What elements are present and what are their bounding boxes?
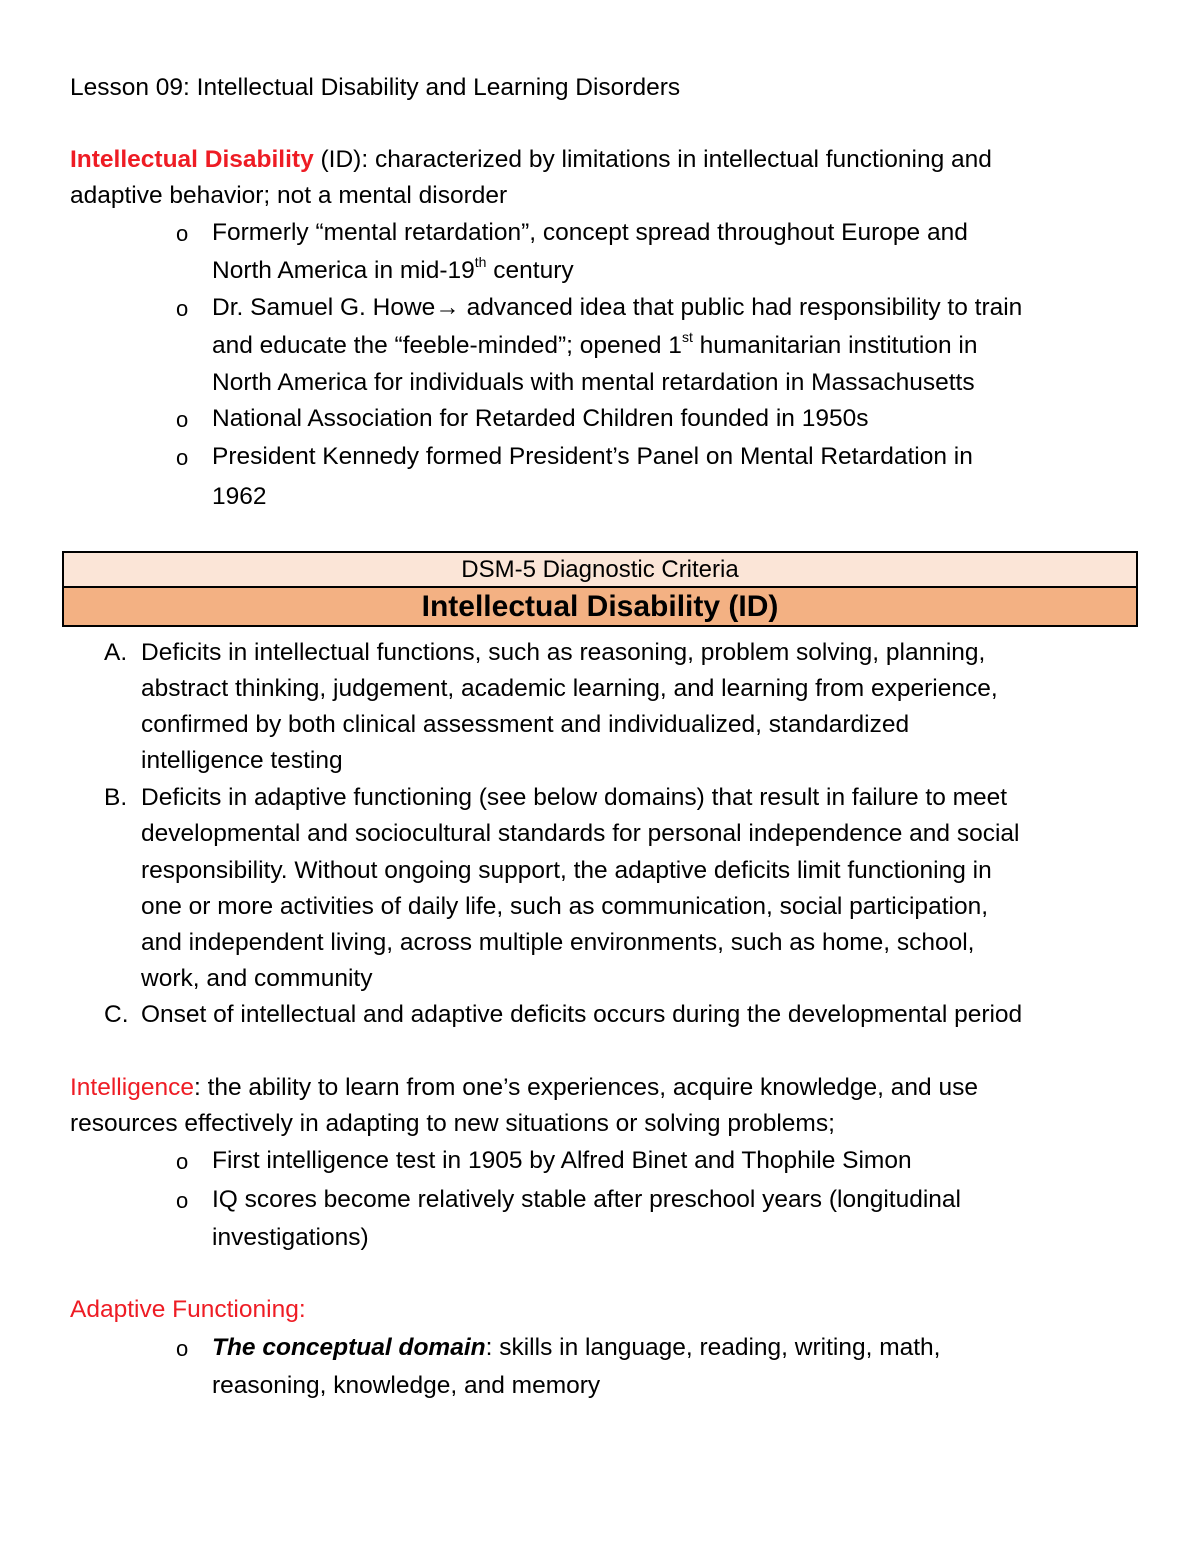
bullet-icon: o bbox=[176, 1336, 189, 1361]
bullet-icon: o bbox=[176, 296, 189, 321]
id-term: Intellectual Disability bbox=[70, 146, 314, 173]
bullet-icon: o bbox=[176, 1149, 189, 1174]
adaptive-domain-text: : skills in language, reading, writing, math, bbox=[485, 1334, 941, 1361]
intelligence-definition-text: : the ability to learn from one’s experiences, acquire knowledge, and use bbox=[193, 1074, 978, 1101]
id-bullet-1-line2 bbox=[212, 253, 574, 286]
criterion-a-line4: intelligence testing bbox=[141, 747, 343, 774]
criterion-b-line4: one or more activities of daily life, such as communication, social participation, bbox=[141, 893, 988, 920]
id-bullet-2-line3: North America for individuals with mental retardation in Massachusetts bbox=[212, 369, 975, 396]
adaptive-bullet-1-line2: reasoning, knowledge, and memory bbox=[212, 1372, 601, 1399]
criterion-c-label: C. bbox=[104, 1001, 129, 1028]
criterion-b-label: B. bbox=[104, 784, 128, 811]
id-bullet-2-line2 bbox=[212, 328, 978, 361]
criterion-c-line1: Onset of intellectual and adaptive deficits occurs during the developmental period bbox=[141, 1001, 1023, 1028]
id-bullet-4-line2: 1962 bbox=[212, 483, 267, 510]
adaptive-heading: Adaptive Functioning: bbox=[70, 1296, 306, 1323]
superscript: st bbox=[681, 328, 693, 345]
id-bullet-1-line1: Formerly “mental retardation”, concept spread throughout Europe and bbox=[212, 219, 968, 246]
page-title: Lesson 09: Intellectual Disability and Learning Disorders bbox=[70, 74, 681, 101]
criterion-a-line3: confirmed by both clinical assessment and individualized, standardized bbox=[141, 711, 910, 738]
adaptive-bullet-1-line1 bbox=[212, 1333, 940, 1363]
bullet-icon: o bbox=[176, 445, 189, 470]
criterion-b-line5: and independent living, across multiple environments, such as home, school, bbox=[141, 929, 975, 956]
id-definition-line2: adaptive behavior; not a mental disorder bbox=[70, 182, 508, 209]
intelligence-bullet-2-line1: IQ scores become relatively stable after preschool years (longitudinal bbox=[212, 1186, 961, 1213]
bullet-icon: o bbox=[176, 1188, 189, 1213]
adaptive-domain-term: The conceptual domain bbox=[212, 1334, 486, 1361]
intelligence-term: Intelligence bbox=[70, 1074, 194, 1101]
bullet-icon: o bbox=[176, 221, 189, 246]
criterion-a-line1: Deficits in intellectual functions, such as reasoning, problem solving, planning, bbox=[141, 639, 986, 666]
id-bullet-2-text: and educate the “feeble-minded”; opened 1 bbox=[212, 332, 682, 359]
intelligence-bullet-1-line1: First intelligence test in 1905 by Alfred Binet and Thophile Simon bbox=[212, 1147, 912, 1174]
criterion-b-line2: developmental and sociocultural standards for personal independence and social bbox=[141, 820, 1020, 847]
id-bullet-2-text-end: humanitarian institution in bbox=[692, 332, 978, 359]
id-bullet-3-line1: National Association for Retarded Children founded in 1950s bbox=[212, 405, 869, 432]
criterion-b-line3: responsibility. Without ongoing support, the adaptive deficits limit functioning in bbox=[141, 857, 992, 884]
intelligence-definition-line2: resources effectively in adapting to new situations or solving problems; bbox=[70, 1110, 835, 1137]
intelligence-bullet-2-line2: investigations) bbox=[212, 1224, 369, 1251]
intelligence-definition-line1 bbox=[70, 1073, 978, 1103]
superscript: th bbox=[474, 253, 487, 270]
criteria-box bbox=[62, 551, 1138, 627]
id-bullet-4-line1: President Kennedy formed President’s Panel on Mental Retardation in bbox=[212, 443, 973, 470]
criteria-header: DSM-5 Diagnostic Criteria bbox=[64, 553, 1136, 588]
criterion-b-line6: work, and community bbox=[141, 965, 373, 992]
id-definition-line1 bbox=[70, 145, 992, 175]
id-bullet-1-text-end: century bbox=[486, 257, 574, 284]
id-definition-text: (ID): characterized by limitations in intellectual functioning and bbox=[313, 146, 992, 173]
id-bullet-2-line1: Dr. Samuel G. Howe→ advanced idea that public had responsibility to train bbox=[212, 294, 1023, 321]
id-bullet-1-text: North America in mid-19 bbox=[212, 257, 475, 284]
criterion-a-label: A. bbox=[104, 639, 128, 666]
criterion-a-line2: abstract thinking, judgement, academic learning, and learning from experience, bbox=[141, 675, 998, 702]
criteria-subheader: Intellectual Disability (ID) bbox=[64, 588, 1136, 625]
bullet-icon: o bbox=[176, 407, 189, 432]
criterion-b-line1: Deficits in adaptive functioning (see below domains) that result in failure to meet bbox=[141, 784, 1008, 811]
